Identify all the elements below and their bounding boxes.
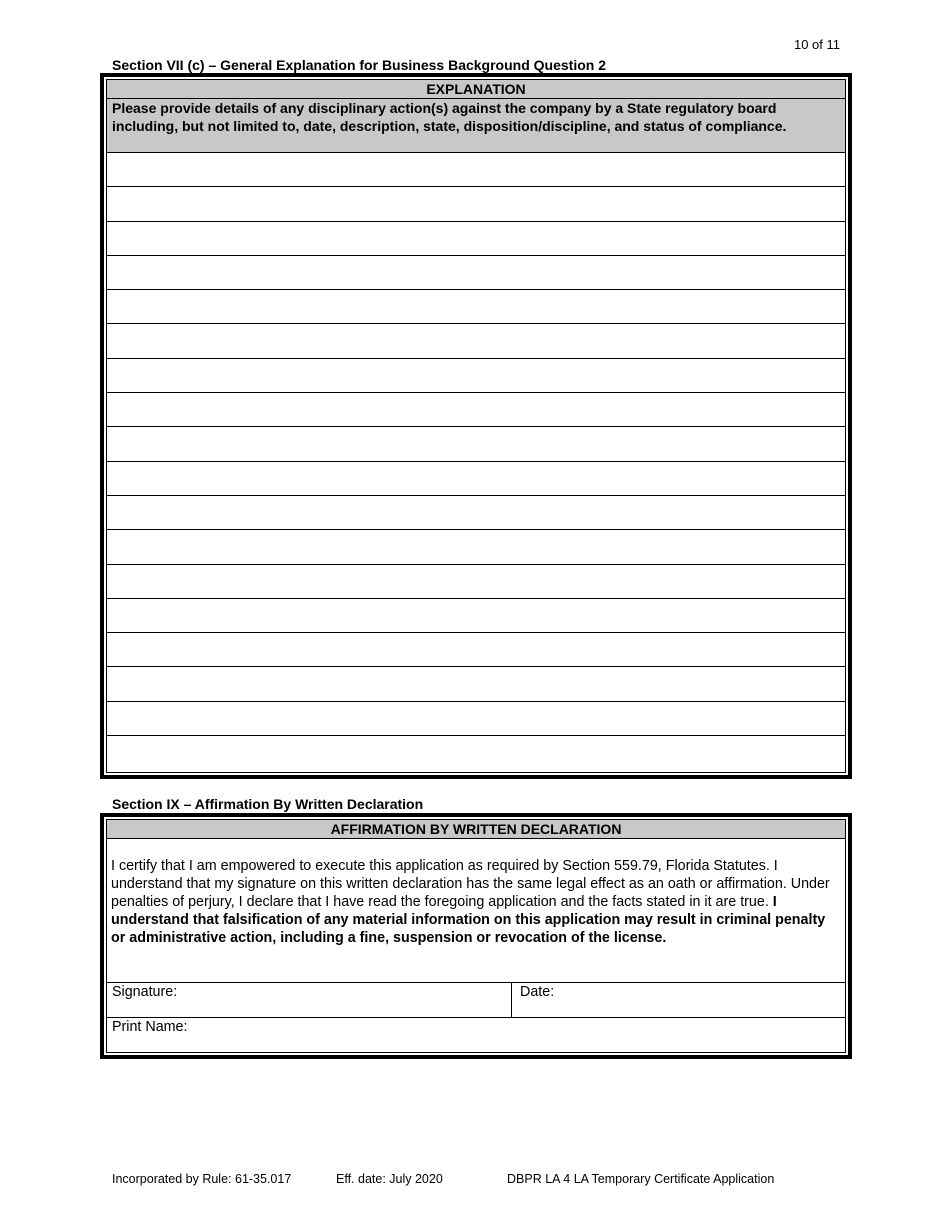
- explanation-line[interactable]: [107, 359, 845, 393]
- explanation-line[interactable]: [107, 599, 845, 633]
- declaration-text: [107, 839, 845, 983]
- explanation-line[interactable]: [107, 393, 845, 427]
- explanation-line[interactable]: [107, 702, 845, 736]
- signature-row: [107, 983, 845, 1018]
- affirmation-table: [106, 819, 846, 1053]
- print-name-label: Print Name:: [112, 1019, 188, 1035]
- declaration-bold: I understand that falsification of any material information on this application may result in criminal penalty or administrative action, including a fine, suspension or revocation of the license.: [111, 894, 826, 946]
- affirmation-box: [100, 813, 852, 1059]
- explanation-line[interactable]: [107, 256, 845, 290]
- explanation-line[interactable]: [107, 324, 845, 358]
- explanation-line[interactable]: [107, 222, 845, 256]
- signature-field[interactable]: [107, 983, 512, 1017]
- explanation-line[interactable]: [107, 427, 845, 461]
- section-vii-title: Section VII (c) – General Explanation for Business Background Question 2: [112, 57, 606, 73]
- explanation-line[interactable]: [107, 496, 845, 530]
- explanation-line[interactable]: [107, 462, 845, 496]
- section-ix-title: Section IX – Affirmation By Written Declaration: [112, 796, 424, 812]
- affirmation-header: AFFIRMATION BY WRITTEN DECLARATION: [107, 820, 845, 839]
- page-number: 10 of 11: [793, 37, 840, 52]
- explanation-line[interactable]: [107, 736, 845, 770]
- signature-label: Signature:: [112, 984, 178, 1000]
- explanation-lines: [107, 153, 845, 770]
- date-field[interactable]: [512, 983, 845, 1017]
- explanation-line[interactable]: [107, 633, 845, 667]
- date-label: Date:: [520, 984, 555, 1000]
- print-name-field[interactable]: [107, 1018, 845, 1052]
- explanation-box: [100, 73, 852, 779]
- explanation-header: EXPLANATION: [107, 80, 845, 99]
- declaration-regular: I certify that I am empowered to execute this application as required by Section 559.79, Florida Statutes. I understand that my signature on this written declaration has the same legal effect as an oath or affirmation. Under penalties of perjury, I declare that I have read the foregoing application and the facts stated in it are true.: [111, 858, 830, 910]
- explanation-line[interactable]: [107, 187, 845, 221]
- footer-form-name: DBPR LA 4 LA Temporary Certificate Application: [507, 1172, 775, 1186]
- explanation-line[interactable]: [107, 530, 845, 564]
- explanation-line[interactable]: [107, 290, 845, 324]
- explanation-line[interactable]: [107, 153, 845, 187]
- footer-rule: Incorporated by Rule: 61-35.017: [112, 1172, 292, 1186]
- explanation-table: [106, 79, 846, 773]
- explanation-line[interactable]: [107, 667, 845, 701]
- footer-eff-date: Eff. date: July 2020: [336, 1172, 443, 1186]
- explanation-line[interactable]: [107, 565, 845, 599]
- explanation-instructions: Please provide details of any disciplinary action(s) against the company by a State regulatory board including, but not limited to, date, description, state, disposition/discipline, and status of compliance.: [107, 99, 845, 153]
